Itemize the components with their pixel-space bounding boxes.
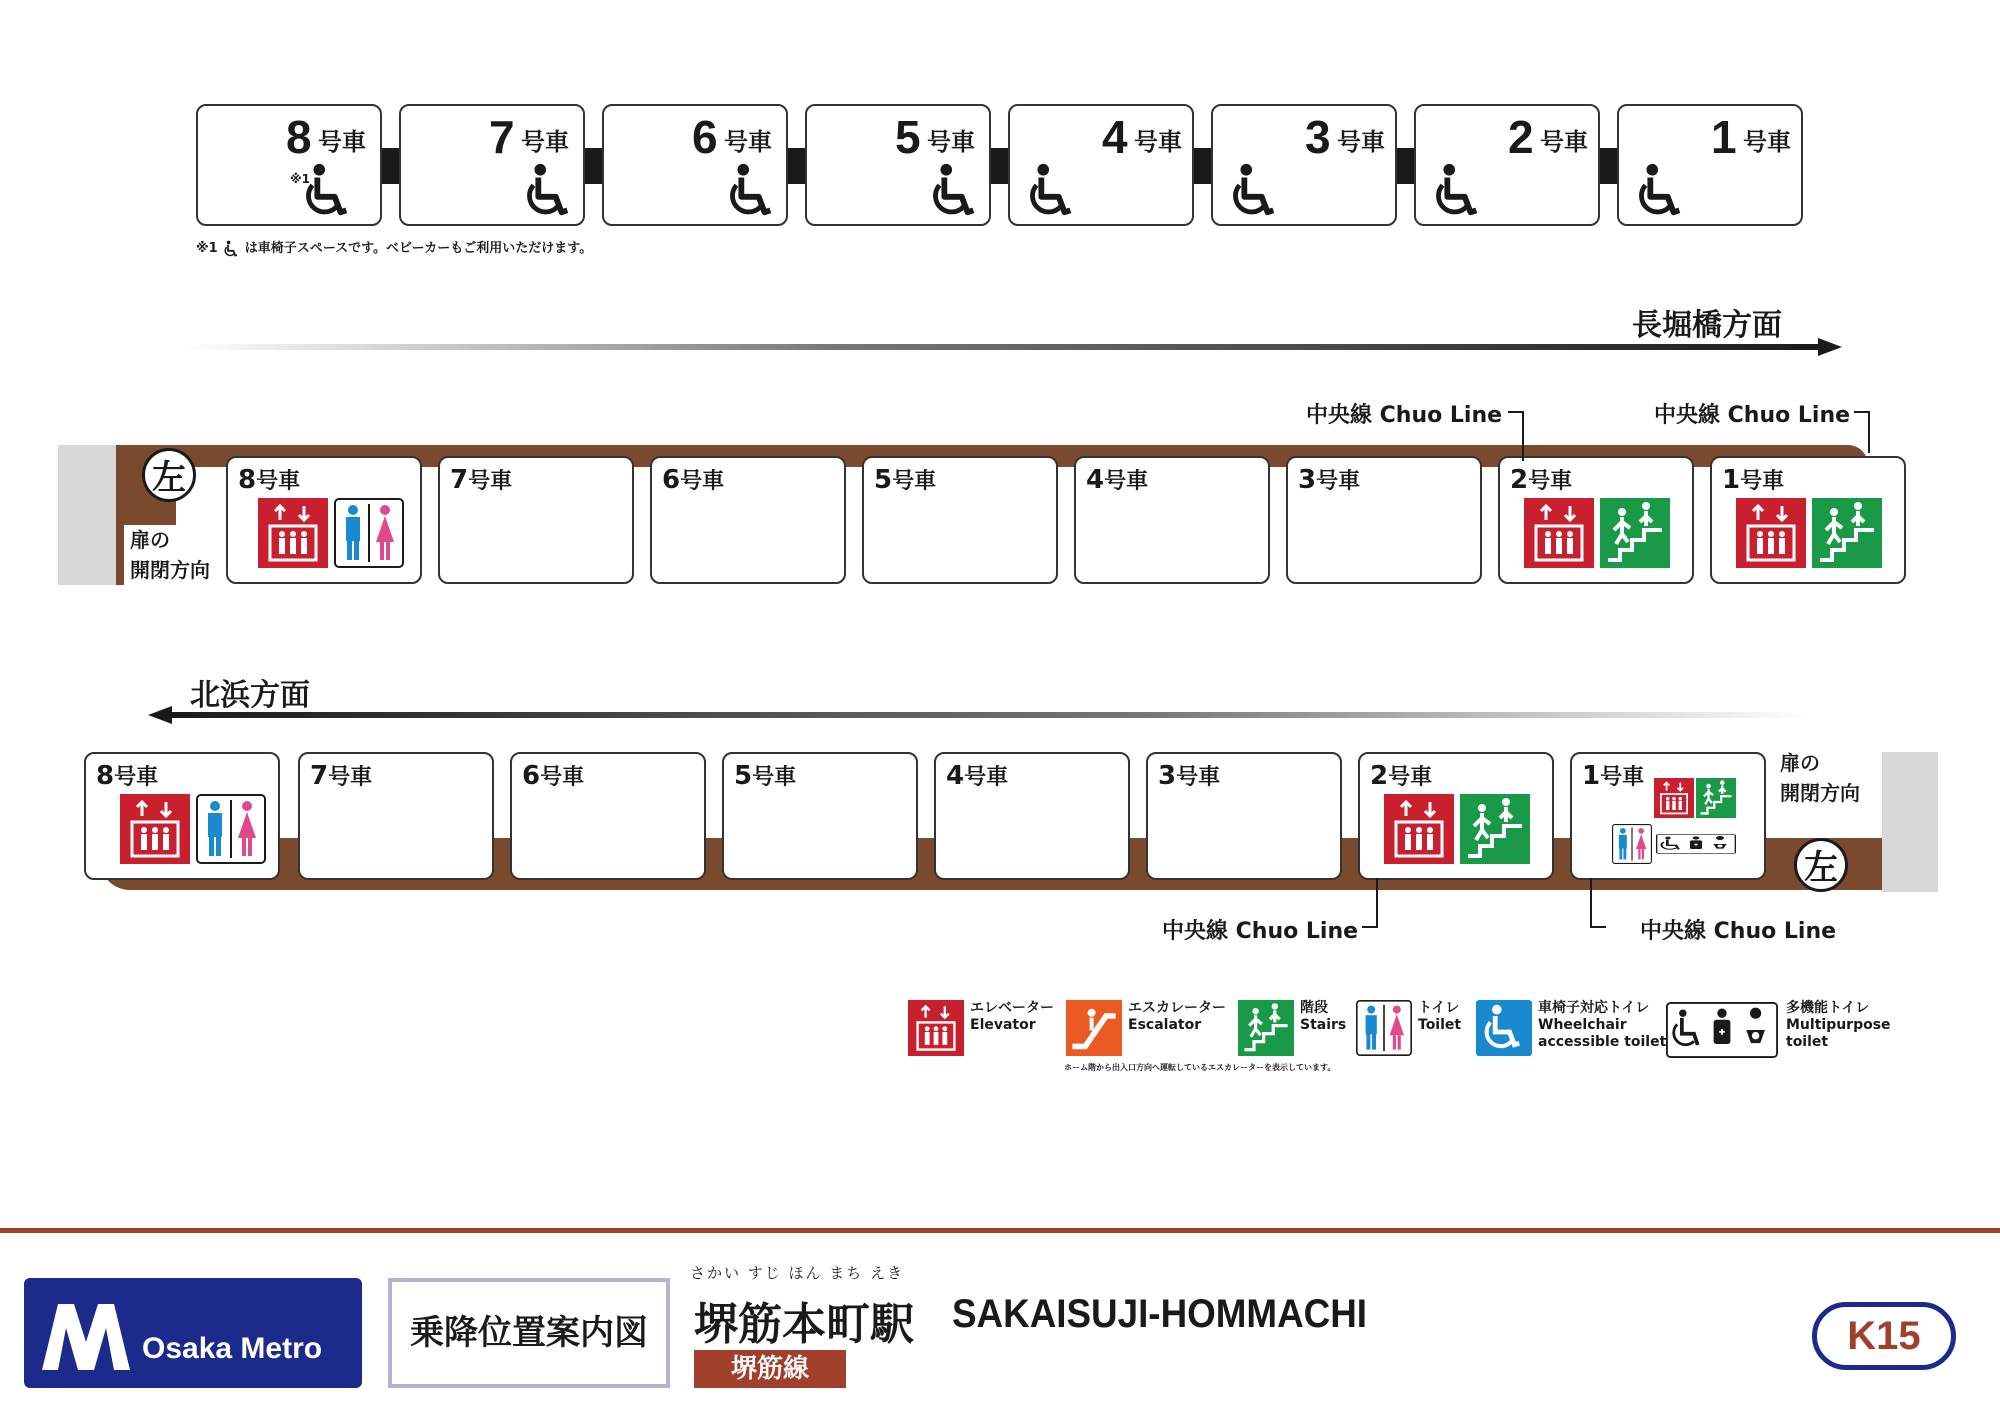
car-label	[1158, 760, 1220, 791]
car-suffix: 号車	[1134, 128, 1182, 156]
car-1-position	[1570, 752, 1766, 880]
legend-label-en: Stairs	[1300, 1017, 1347, 1033]
elevator-icon	[1524, 498, 1594, 568]
car-label	[874, 464, 936, 495]
brand-name: Osaka Metro	[142, 1332, 323, 1365]
door-label-line2: 開閉方向	[1780, 781, 1860, 805]
car-2-position	[1358, 752, 1554, 880]
car-5-box	[805, 104, 991, 226]
car-7-position	[298, 752, 494, 880]
door-label-line2: 開閉方向	[130, 558, 210, 582]
car-suffix: 号車	[927, 128, 975, 156]
coupler	[1600, 148, 1618, 184]
car-label	[1510, 464, 1572, 495]
toilet-icon	[334, 498, 404, 568]
door-side-badge-row2: 左	[1794, 838, 1848, 892]
arrow-head-left-icon	[148, 706, 172, 724]
door-label-line1: 扉の	[130, 528, 170, 552]
wheelchair-note	[196, 237, 592, 258]
elevator-icon	[1384, 794, 1454, 864]
direction-label-kitahama: 北浜方面	[190, 678, 310, 713]
door-direction-label-row1	[124, 525, 216, 585]
toilet-icon	[196, 794, 266, 864]
wheelchair-icon	[519, 162, 577, 220]
chuo-line-transfer-label: 中央線 Chuo Line	[1640, 919, 1837, 944]
car-number: 6	[522, 761, 541, 791]
car-label	[96, 760, 158, 791]
platform-end-left	[58, 445, 116, 585]
car-number: 2	[1510, 465, 1529, 495]
direction-arrow-kitahama	[170, 712, 1810, 718]
toilet-icon	[1356, 1000, 1412, 1056]
car-4-position	[1074, 456, 1270, 584]
car-number: 6	[692, 111, 718, 163]
direction-label-nagahoribashi: 長堀橋方面	[1632, 308, 1782, 343]
car-number: 6	[662, 465, 681, 495]
car-8-box	[196, 104, 382, 226]
car-5-position	[722, 752, 918, 880]
car-1-position	[1710, 456, 1906, 584]
car-label	[734, 760, 796, 791]
car-number: 8	[286, 111, 312, 163]
car-label	[946, 760, 1008, 791]
note-mark: ※1	[196, 241, 218, 256]
stairs-icon	[1696, 778, 1736, 818]
car-6-box	[602, 104, 788, 226]
car-number: 1	[1722, 465, 1741, 495]
stairs-icon	[1460, 794, 1530, 864]
car-3-box	[1211, 104, 1397, 226]
coupler	[991, 148, 1009, 184]
car-number: 1	[1582, 761, 1601, 791]
stairs-icon	[1600, 498, 1670, 568]
car-3-position	[1286, 456, 1482, 584]
coupler	[1397, 148, 1415, 184]
car-1-box	[1617, 104, 1803, 226]
stairs-icon	[1812, 498, 1882, 568]
car-suffix: 号車	[1740, 469, 1785, 494]
car-suffix: 号車	[114, 765, 159, 790]
wheelchair-icon	[1631, 162, 1689, 220]
car-suffix: 号車	[1540, 128, 1588, 156]
car-label	[1582, 760, 1644, 791]
chuo-leader-line	[1854, 411, 1870, 453]
door-side-badge-row1: 左	[142, 448, 196, 502]
car-label	[238, 464, 300, 495]
chuo-line-transfer-label: 中央線 Chuo Line	[1162, 919, 1359, 944]
wheelchair-icon	[925, 162, 983, 220]
legend-label-jp: トイレ	[1418, 1000, 1460, 1016]
legend-label-en: Elevator	[970, 1017, 1036, 1033]
car-label	[1722, 464, 1784, 495]
elevator-icon	[258, 498, 328, 568]
chuo-leader-line	[1362, 878, 1378, 928]
elevator-icon	[1654, 778, 1694, 818]
car-6-position	[650, 456, 846, 584]
direction-arrow-nagahoribashi	[180, 344, 1820, 350]
multipurpose-toilet-icon	[1664, 1002, 1780, 1058]
car-label	[1370, 760, 1432, 791]
wheelchair-icon	[1022, 162, 1080, 220]
car-label	[1086, 464, 1148, 495]
car-5-position	[862, 456, 1058, 584]
car-suffix: 号車	[892, 469, 937, 494]
car-suffix: 号車	[468, 469, 513, 494]
station-name-en: SAKAISUJI-HOMMACHI	[952, 1292, 1368, 1336]
car-number: 3	[1305, 111, 1331, 163]
car-7-box	[399, 104, 585, 226]
car-number: 5	[874, 465, 893, 495]
car-suffix: 号車	[1600, 765, 1645, 790]
legend-label-en: toilet	[1786, 1034, 1829, 1050]
escalator-icon	[1066, 1000, 1122, 1056]
car-suffix: 号車	[752, 765, 797, 790]
car-number: 4	[946, 761, 965, 791]
car-number: 4	[1086, 465, 1105, 495]
station-name-jp: 堺筋本町駅	[694, 1299, 914, 1350]
wheelchair-toilet-icon	[1476, 1000, 1532, 1056]
note-mark: ※1	[290, 172, 311, 186]
chuo-line-transfer-label: 中央線 Chuo Line	[1654, 403, 1851, 428]
car-suffix: 号車	[724, 128, 772, 156]
car-suffix: 号車	[1743, 128, 1791, 156]
station-furigana: さかい すじ ほん まち えき	[690, 1264, 905, 1282]
chuo-leader-line	[1508, 411, 1524, 461]
legend-multipurpose-toilet	[1786, 1000, 1891, 1051]
legend-label-en: Escalator	[1128, 1017, 1202, 1033]
car-label	[662, 464, 724, 495]
legend-label-en: Multipurpose	[1786, 1017, 1891, 1033]
car-number: 5	[895, 111, 921, 163]
car-suffix: 号車	[964, 765, 1009, 790]
car-8-position	[84, 752, 280, 880]
line-name-badge: 堺筋線	[694, 1350, 846, 1388]
coupler	[382, 148, 400, 184]
car-suffix: 号車	[1316, 469, 1361, 494]
multipurpose-toilet-icon	[1656, 824, 1736, 864]
car-suffix: 号車	[540, 765, 585, 790]
legend-toilet	[1418, 1000, 1461, 1034]
note-text: は車椅子スペースです。ベビーカーもご利用いただけます。	[244, 241, 593, 256]
footer-divider	[0, 1228, 2000, 1233]
elevator-icon	[908, 1000, 964, 1056]
car-suffix: 号車	[1528, 469, 1573, 494]
elevator-icon	[1736, 498, 1806, 568]
door-label-line1: 扉の	[1780, 751, 1820, 775]
car-suffix: 号車	[680, 469, 725, 494]
car-number: 7	[489, 111, 515, 163]
car-label	[522, 760, 584, 791]
legend-elevator	[970, 1000, 1054, 1034]
car-suffix: 号車	[1176, 765, 1221, 790]
car-8-position	[226, 456, 422, 584]
car-number: 8	[238, 465, 257, 495]
legend-label-en: accessible toilet	[1538, 1034, 1667, 1050]
car-number: 8	[96, 761, 115, 791]
door-direction-label-row2	[1780, 748, 1860, 808]
coupler	[1194, 148, 1212, 184]
car-2-box	[1414, 104, 1600, 226]
car-4-box	[1008, 104, 1194, 226]
legend-escalator	[1128, 1000, 1226, 1034]
car-suffix: 号車	[328, 765, 373, 790]
metro-m-logo-icon	[38, 1298, 138, 1374]
car-suffix: 号車	[1388, 765, 1433, 790]
car-number: 2	[1370, 761, 1389, 791]
escalator-note: ホーム階から出入口方向へ運転しているエスカレーターを表示しています。	[1064, 1063, 1336, 1072]
car-suffix: 号車	[256, 469, 301, 494]
car-number: 2	[1508, 111, 1534, 163]
legend-wheelchair-toilet	[1538, 1000, 1666, 1051]
toilet-icon	[1612, 824, 1652, 864]
legend-label-jp: 多機能トイレ	[1786, 1000, 1870, 1016]
wheelchair-icon	[1428, 162, 1486, 220]
chuo-leader-line	[1590, 878, 1606, 928]
wheelchair-icon	[222, 240, 240, 258]
car-6-position	[510, 752, 706, 880]
guide-title-box	[388, 1278, 670, 1388]
car-suffix: 号車	[1337, 128, 1385, 156]
wheelchair-icon	[722, 162, 780, 220]
elevator-icon	[120, 794, 190, 864]
legend-label-en: Toilet	[1418, 1017, 1462, 1033]
osaka-metro-logo	[24, 1278, 362, 1388]
guide-title: 乗降位置案内図	[410, 1313, 648, 1353]
car-4-position	[934, 752, 1130, 880]
stairs-icon	[1238, 1000, 1294, 1056]
car-number: 3	[1158, 761, 1177, 791]
coupler	[585, 148, 603, 184]
car-7-position	[438, 456, 634, 584]
car-2-position	[1498, 456, 1694, 584]
chuo-line-transfer-label: 中央線 Chuo Line	[1306, 403, 1503, 428]
arrow-head-right-icon	[1818, 338, 1842, 356]
car-suffix: 号車	[521, 128, 569, 156]
car-number: 4	[1102, 111, 1128, 163]
legend-label-en: Wheelchair	[1538, 1017, 1627, 1033]
car-suffix: 号車	[318, 128, 366, 156]
station-code-badge: K15	[1812, 1302, 1956, 1370]
car-label	[1298, 464, 1360, 495]
car-number: 1	[1711, 111, 1737, 163]
wheelchair-icon	[298, 162, 356, 220]
car-label	[310, 760, 372, 791]
car-number: 3	[1298, 465, 1317, 495]
legend-stairs	[1300, 1000, 1346, 1034]
coupler	[788, 148, 806, 184]
car-label	[450, 464, 512, 495]
car-3-position	[1146, 752, 1342, 880]
car-number: 7	[450, 465, 469, 495]
legend-label-jp: エレベーター	[970, 1000, 1054, 1016]
car-number: 7	[310, 761, 329, 791]
legend-label-jp: 階段	[1300, 1000, 1328, 1016]
platform-end-right	[1882, 752, 1938, 892]
car-suffix: 号車	[1104, 469, 1149, 494]
car-number: 5	[734, 761, 753, 791]
legend-label-jp: エスカレーター	[1128, 1000, 1226, 1016]
wheelchair-icon	[1225, 162, 1283, 220]
legend-label-jp: 車椅子対応トイレ	[1538, 1000, 1650, 1016]
